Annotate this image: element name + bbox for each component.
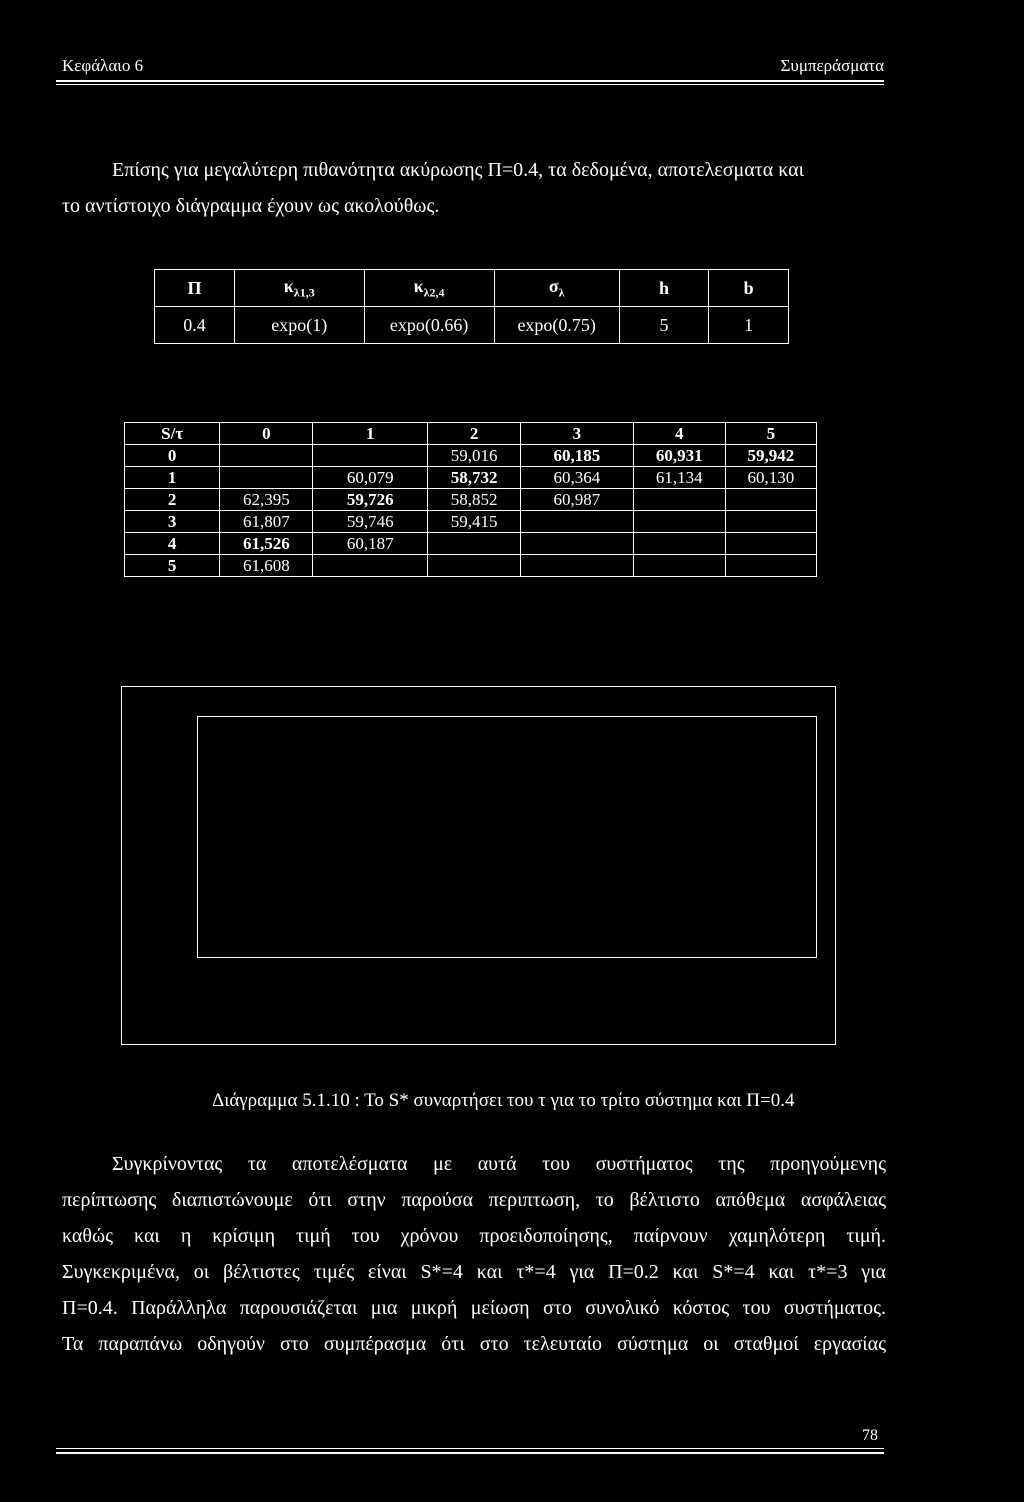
- intro-line-2: το αντίστοιχο διάγραμμα έχουν ως ακολούθως.: [62, 195, 440, 217]
- table-cell: [725, 533, 816, 555]
- intro-line-1: Επίσης για μεγαλύτερη πιθανότητα ακύρωσης Π=0.4, τα δεδομένα, αποτελεσματα και: [112, 159, 804, 181]
- header-cell: 2: [428, 423, 521, 445]
- header-chapter: Κεφάλαιο 6: [62, 56, 144, 75]
- footer-rule: [56, 1452, 884, 1454]
- table-row: [125, 533, 817, 555]
- table-cell: [633, 489, 725, 511]
- header-sigma-base: σ: [548, 275, 559, 296]
- body-line: Τα παραπάνω οδηγούν στο συμπέρασμα ότι στο τελευταίο σύστημα οι σταθμοί εργασίας: [62, 1333, 886, 1355]
- header-k24: [364, 270, 494, 307]
- table-cell: 62,395: [220, 489, 313, 511]
- figure-caption: Διάγραμμα 5.1.10 : Το S* συναρτήσει του τ για το τρίτο σύστημα και Π=0.4: [212, 1090, 795, 1111]
- table-cell: 60,931: [633, 445, 725, 467]
- results-table: [124, 422, 817, 577]
- header-k24-base: κ: [413, 275, 424, 296]
- header-cell: 0: [220, 423, 313, 445]
- header-k13-base: κ: [283, 275, 294, 296]
- table-cell: 59,016: [428, 445, 521, 467]
- table-cell: 60,364: [521, 467, 634, 489]
- value-pi: 0.4: [155, 307, 235, 344]
- table-cell: [521, 511, 634, 533]
- header-k13: [234, 270, 364, 307]
- table-cell: 0: [125, 445, 220, 467]
- table-cell: 4: [125, 533, 220, 555]
- table-cell: 59,746: [313, 511, 428, 533]
- table-cell: 60,185: [521, 445, 634, 467]
- table-cell: 59,726: [313, 489, 428, 511]
- table-cell: 60,130: [725, 467, 816, 489]
- header-cell: 5: [725, 423, 816, 445]
- value-sigma: expo(0.75): [494, 307, 619, 344]
- header-rule: [56, 80, 884, 82]
- table-cell: 61,134: [633, 467, 725, 489]
- header-cell: 1: [313, 423, 428, 445]
- value-h: 5: [619, 307, 709, 344]
- table-cell: [725, 555, 816, 577]
- table-cell: 3: [125, 511, 220, 533]
- table-cell: 59,942: [725, 445, 816, 467]
- table-cell: [428, 555, 521, 577]
- table-cell: 60,187: [313, 533, 428, 555]
- table-cell: [313, 555, 428, 577]
- value-k24: expo(0.66): [364, 307, 494, 344]
- intro-paragraph: [62, 152, 886, 224]
- header-pi: Π: [155, 270, 235, 307]
- header-sigma-sub: λ: [558, 285, 565, 300]
- table-cell: 2: [125, 489, 220, 511]
- table-cell: [725, 489, 816, 511]
- body-paragraph: [62, 1146, 886, 1362]
- table-cell: 61,526: [220, 533, 313, 555]
- header-cell: 3: [521, 423, 634, 445]
- table-cell: [220, 467, 313, 489]
- table-cell: [725, 511, 816, 533]
- table-cell: [521, 533, 634, 555]
- table-row: [125, 467, 817, 489]
- body-line: περίπτωσης διαπιστώνουμε ότι στην παρούσα περιπτωση, το βέλτιστο απόθεμα ασφάλειας: [62, 1189, 886, 1211]
- table-cell: [521, 555, 634, 577]
- header-section: Συμπεράσματα: [780, 56, 884, 75]
- table-cell: 58,732: [428, 467, 521, 489]
- header-b: b: [709, 270, 789, 307]
- body-line: Συγκρίνοντας τα αποτελέσματα με αυτά του συστήματος της προηγούμενης: [112, 1153, 886, 1175]
- table-row: [125, 445, 817, 467]
- table-row: [125, 511, 817, 533]
- header-sigma: [494, 270, 619, 307]
- page-number: 78: [862, 1427, 878, 1444]
- body-line: Συγκεκριμένα, οι βέλτιστες τιμές είναι S*=4 και τ*=4 για Π=0.2 και S*=4 και τ*=3 για: [62, 1261, 886, 1283]
- parameters-header-row: [155, 270, 789, 307]
- table-cell: [313, 445, 428, 467]
- header-k13-sub: λ1,3: [293, 285, 315, 300]
- body-line: Π=0.4. Παράλληλα παρουσιάζεται μια μικρή μείωση στο συνολικό κόστος του συστήματος.: [62, 1297, 886, 1319]
- header-h: h: [619, 270, 709, 307]
- table-cell: [633, 533, 725, 555]
- header-cell: S/τ: [125, 423, 220, 445]
- parameters-table: [154, 269, 789, 344]
- table-row: [125, 489, 817, 511]
- chart-plot-area: [197, 716, 817, 958]
- table-cell: 60,079: [313, 467, 428, 489]
- table-cell: [428, 533, 521, 555]
- table-cell: 61,608: [220, 555, 313, 577]
- value-k13: expo(1): [234, 307, 364, 344]
- table-cell: 1: [125, 467, 220, 489]
- footer-rule-thin: [56, 1448, 884, 1449]
- table-cell: [633, 555, 725, 577]
- value-b: 1: [709, 307, 789, 344]
- table-cell: [220, 445, 313, 467]
- table-row: [125, 555, 817, 577]
- table-cell: [633, 511, 725, 533]
- table-cell: 59,415: [428, 511, 521, 533]
- body-line: καθώς και η κρίσιμη τιμή του χρόνου προειδοποίησης, παίρνουν χαμηλότερη τιμή.: [62, 1225, 886, 1247]
- table-cell: 60,987: [521, 489, 634, 511]
- header-rule-thin: [56, 84, 884, 85]
- table-cell: 58,852: [428, 489, 521, 511]
- header-k24-sub: λ2,4: [423, 285, 445, 300]
- parameters-value-row: [155, 307, 789, 344]
- table-cell: 61,807: [220, 511, 313, 533]
- results-header-row: [125, 423, 817, 445]
- table-cell: 5: [125, 555, 220, 577]
- header-cell: 4: [633, 423, 725, 445]
